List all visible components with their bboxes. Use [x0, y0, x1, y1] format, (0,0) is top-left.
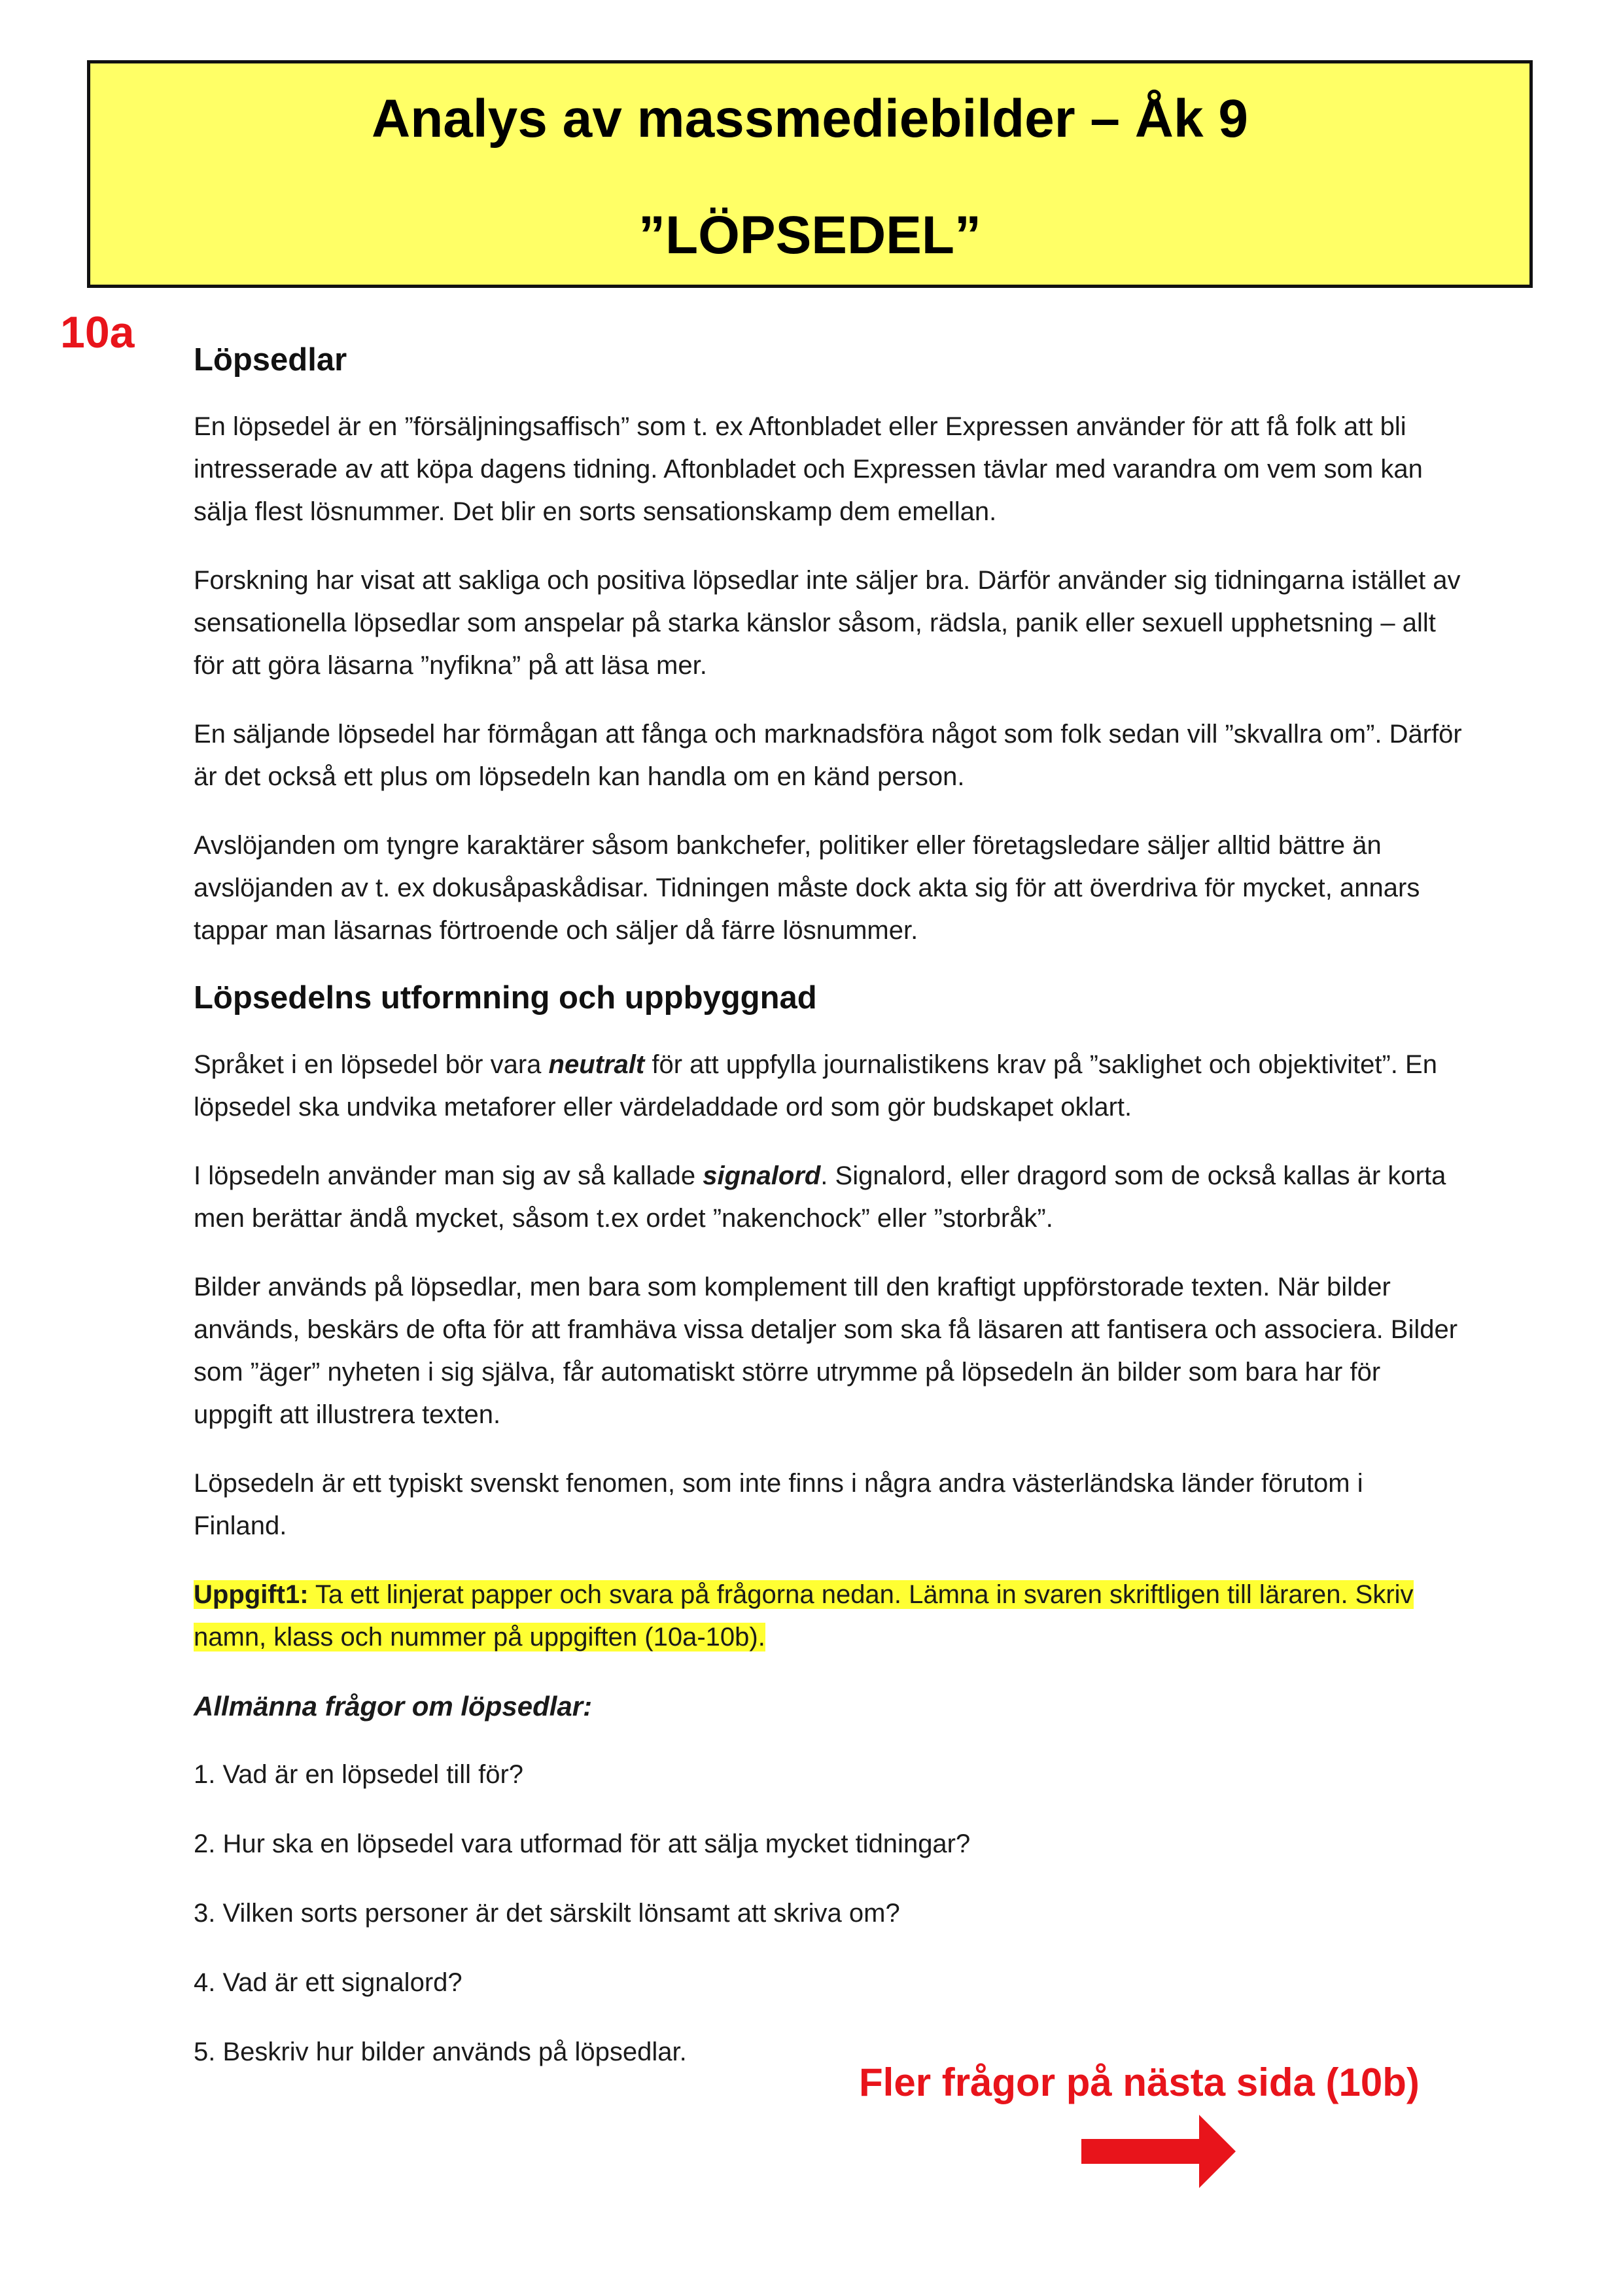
arrow-right-icon	[1081, 2115, 1236, 2188]
paragraph: Löpsedeln är ett typiskt svenskt fenomen, som inte finns i några andra västerländska länder förutom i Finland.	[194, 1469, 1363, 1540]
text-run: I löpsedeln använder man sig av så kallade	[194, 1161, 703, 1190]
section-heading-utformning: Löpsedelns utformning och uppbyggnad	[194, 980, 817, 1016]
question-item: 3. Vilken sorts personer är det särskilt lönsamt att skriva om?	[194, 1899, 900, 1928]
emphasis-neutralt: neutralt	[548, 1050, 645, 1079]
task-label: Uppgift1:	[194, 1580, 309, 1609]
page-title: Analys av massmediebilder – Åk 9	[371, 89, 1249, 149]
question-item: 2. Hur ska en löpsedel vara utformad för att sälja mycket tidningar?	[194, 1829, 971, 1858]
title-box	[87, 60, 1533, 288]
page-subtitle: ”LÖPSEDEL”	[638, 205, 981, 265]
text-run: för att uppfylla journalistikens krav på ”saklighet och objektivitet”. En löpsedel ska undvika metaforer eller värdeladdade ord som gör budskapet oklart.	[194, 1050, 1437, 1122]
emphasis-signalord: signalord	[703, 1161, 821, 1190]
question-item: 1. Vad är en löpsedel till för?	[194, 1760, 524, 1789]
more-questions-note: Fler frågor på nästa sida (10b)	[859, 2060, 1420, 2104]
paragraph	[194, 1044, 1463, 1129]
paragraph	[194, 1155, 1463, 1240]
task-text: Ta ett linjerat papper och svara på frågorna nedan. Lämna in svaren skriftligen till läraren. Skriv namn, klass och nummer på uppgiften (10a-10b).	[194, 1580, 1414, 1651]
page-label: 10a	[60, 308, 135, 357]
paragraph: Bilder används på löpsedlar, men bara som komplement till den kraftigt uppförstorade texten. När bilder används, beskärs de ofta för att framhäva vissa detaljer som ska få läsaren att fantisera och associera. Bilder som ”äger” nyheten i sig själva, får automatiskt större utrymme på löpsedeln än bilder som bara har för uppgift att illustrera texten.	[194, 1273, 1458, 1429]
text-run: Språket i en löpsedel bör vara	[194, 1050, 549, 1079]
task-paragraph	[194, 1574, 1463, 1659]
section-heading-lopsedlar: Löpsedlar	[194, 342, 347, 378]
question-item: 4. Vad är ett signalord?	[194, 1968, 462, 1997]
question-item: 5. Beskriv hur bilder används på löpsedlar.	[194, 2038, 687, 2066]
paragraph: En löpsedel är en ”försäljningsaffisch” som t. ex Aftonbladet eller Expressen använder för att få folk att bli intresserade av att köpa dagens tidning. Aftonbladet och Expressen tävlar med varandra om vem som kan sälja flest lösnummer. Det blir en sorts sensationskamp dem emellan.	[194, 412, 1423, 526]
paragraph: En säljande löpsedel har förmågan att fånga och marknadsföra något som folk sedan vill ”skvallra om”. Därför är det också ett plus om löpsedeln kan handla om en känd person.	[194, 720, 1462, 791]
questions-heading: Allmänna frågor om löpsedlar:	[194, 1691, 593, 1722]
paragraph: Forskning har visat att sakliga och positiva löpsedlar inte säljer bra. Därför använder sig tidningarna istället av sensationella löpsedlar som anspelar på starka känslor såsom, rädsla, panik eller sexuell upphetsning – allt för att göra läsarna ”nyfikna” på att läsa mer.	[194, 566, 1461, 680]
text-run: . Signalord, eller dragord som de också kallas är korta men berättar ändå mycket, såsom t.ex ordet ”nakenchock” eller ”storbråk”.	[194, 1161, 1446, 1233]
main-content	[194, 340, 1463, 2104]
paragraph: Avslöjanden om tyngre karaktärer såsom bankchefer, politiker eller företagsledare säljer alltid bättre än avslöjanden av t. ex dokusåpaskådisar. Tidningen måste dock akta sig för att överdriva för mycket, annars tappar man läsarnas förtroende och säljer då färre lösnummer.	[194, 831, 1420, 945]
